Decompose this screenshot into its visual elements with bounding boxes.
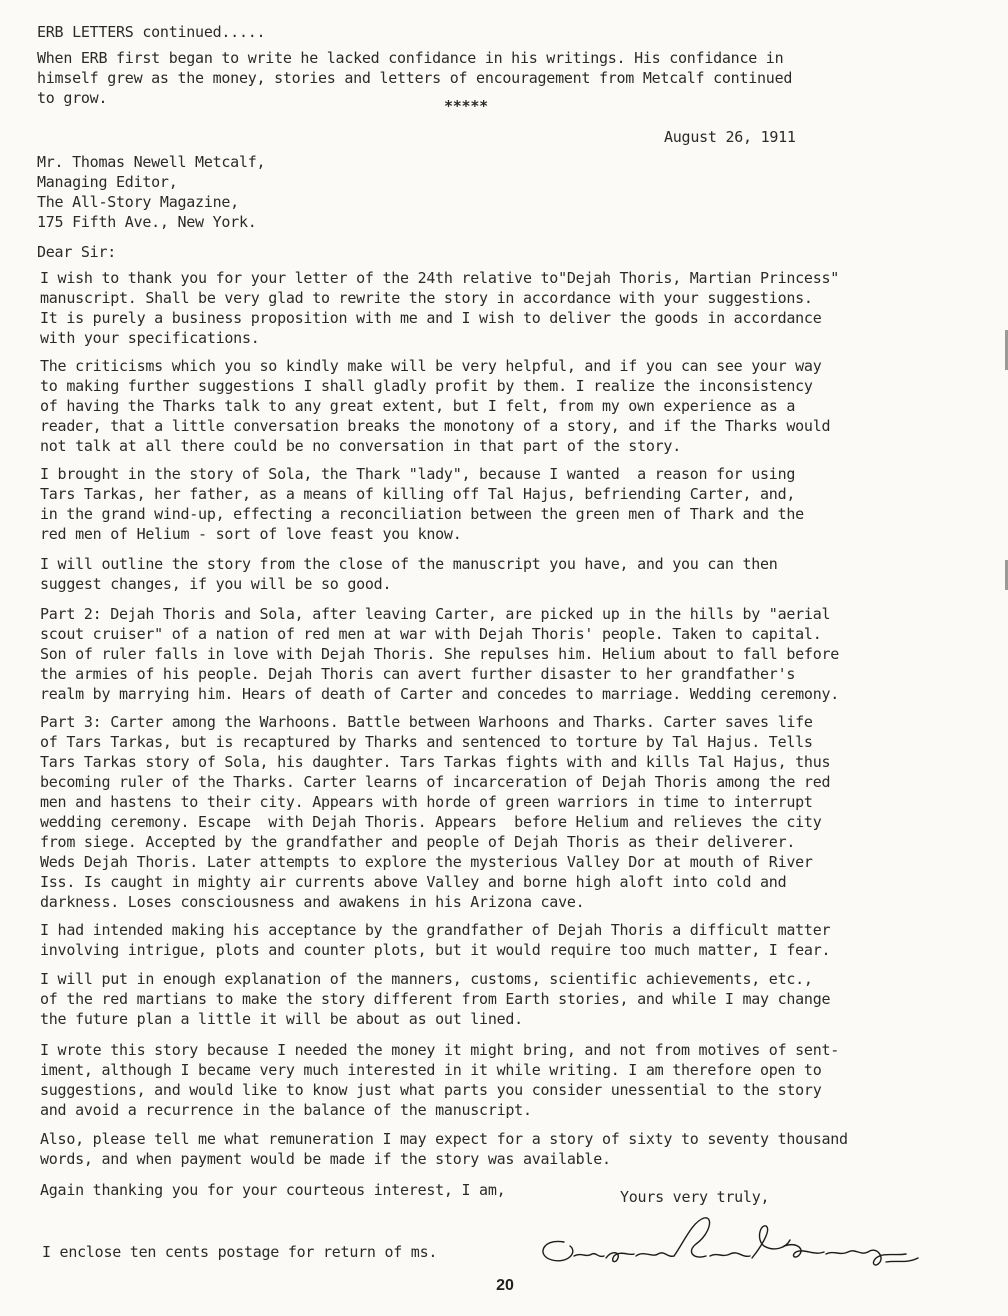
address-line: The All-Story Magazine, <box>37 193 239 211</box>
paragraph-line: suggestions, and would like to know just what parts you consider unessential to the story <box>40 1081 822 1099</box>
salutation: Dear Sir: <box>37 243 117 261</box>
paragraph-line: wedding ceremony. Escape with Dejah Thoris. Appears before Helium and relieves the city <box>40 813 822 831</box>
paragraph-line: I will outline the story from the close of the manuscript you have, and you can then <box>40 555 778 573</box>
letter-date: August 26, 1911 <box>664 128 796 146</box>
paragraph-line: reader, that a little conversation breaks the monotony of a story, and if the Tharks would <box>40 417 831 435</box>
running-title: ERB LETTERS continued..... <box>37 23 266 41</box>
paragraph-line: of Tars Tarkas, but is recaptured by Tharks and sentenced to torture by Tal Hajus. Tells <box>40 733 813 751</box>
paragraph-line: I brought in the story of Sola, the Thark "lady", because I wanted a reason for using <box>40 465 796 483</box>
paragraph-line: Son of ruler falls in love with Dejah Thoris. She repulses him. Helium about to fall before <box>40 645 840 663</box>
paragraph-line: I wish to thank you for your letter of the 24th relative to"Dejah Thoris, Martian Princess" <box>40 269 840 287</box>
paragraph-line: men and hastens to their city. Appears with horde of green warriors in time to interrupt <box>40 793 813 811</box>
paragraph-line: with your specifications. <box>40 329 260 347</box>
paragraph-line: Iss. Is caught in mighty air currents above Valley and borne high aloft into cold and <box>40 873 787 891</box>
paragraph-line: from siege. Accepted by the grandfather and people of Dejah Thoris as their deliverer. <box>40 833 796 851</box>
paragraph-line: The criticisms which you so kindly make will be very helpful, and if you can see your way <box>40 357 822 375</box>
paragraph-line: red men of Helium - sort of love feast you know. <box>40 525 462 543</box>
page-number: 20 <box>496 1277 514 1294</box>
postscript: I enclose ten cents postage for return of ms. <box>42 1243 438 1261</box>
paragraph-line: iment, although I became very much interested in it while writing. I am therefore open to <box>40 1061 822 1079</box>
paragraph-line: and avoid a recurrence in the balance of the manuscript. <box>40 1101 532 1119</box>
paragraph-line: scout cruiser" of a nation of red men at war with Dejah Thoris' people. Taken to capital. <box>40 625 822 643</box>
paragraph-line: in the grand wind-up, effecting a reconciliation between the green men of Thark and the <box>40 505 804 523</box>
paragraph-line: suggest changes, if you will be so good. <box>40 575 392 593</box>
paragraph-line: It is purely a business proposition with me and I wish to deliver the goods in accordance <box>40 309 822 327</box>
paragraph-line: of the red martians to make the story different from Earth stories, and while I may change <box>40 990 831 1008</box>
paragraph-line: Weds Dejah Thoris. Later attempts to explore the mysterious Valley Dor at mouth of River <box>40 853 813 871</box>
paragraph-line: Tars Tarkas, her father, as a means of killing off Tal Hajus, befriending Carter, and, <box>40 485 796 503</box>
paragraph-line: Part 3: Carter among the Warhoons. Battle between Warhoons and Tharks. Carter saves life <box>40 713 813 731</box>
paragraph-line: becoming ruler of the Tharks. Carter learns of incarceration of Dejah Thoris among the red <box>40 773 831 791</box>
paragraph-line: Part 2: Dejah Thoris and Sola, after leaving Carter, are picked up in the hills by "aerial <box>40 605 831 623</box>
paragraph-line: words, and when payment would be made if the story was available. <box>40 1150 611 1168</box>
valediction: Yours very truly, <box>620 1188 770 1206</box>
paragraph-line: manuscript. Shall be very glad to rewrite the story in accordance with your suggestions. <box>40 289 813 307</box>
intro-line: to grow. <box>37 89 108 107</box>
paragraph-line: Also, please tell me what remuneration I may expect for a story of sixty to seventy thousand <box>40 1130 848 1148</box>
closing-line: Again thanking you for your courteous interest, I am, <box>40 1181 506 1199</box>
paragraph-line: to making further suggestions I shall gladly profit by them. I realize the inconsistency <box>40 377 813 395</box>
paragraph-line: not talk at all there could be no conversation in that part of the story. <box>40 437 681 455</box>
section-separator: ***** <box>444 97 488 115</box>
address-line: 175 Fifth Ave., New York. <box>37 213 257 231</box>
paragraph-line: involving intrigue, plots and counter plots, but it would require too much matter, I fear. <box>40 941 831 959</box>
paragraph-line: of having the Tharks talk to any great extent, but I felt, from my own experience as a <box>40 397 796 415</box>
paragraph-line: I wrote this story because I needed the money it might bring, and not from motives of sent- <box>40 1041 840 1059</box>
handwritten-signature <box>534 1212 924 1276</box>
intro-line: When ERB first began to write he lacked confidance in his writings. His confidance in <box>37 49 784 67</box>
paragraph-line: the future plan a little it will be about as out lined. <box>40 1010 523 1028</box>
paragraph-line: realm by marrying him. Hears of death of Carter and concedes to marriage. Wedding ceremony. <box>40 685 840 703</box>
address-line: Mr. Thomas Newell Metcalf, <box>37 153 266 171</box>
intro-line: himself grew as the money, stories and letters of encouragement from Metcalf continued <box>37 69 793 87</box>
address-line: Managing Editor, <box>37 173 178 191</box>
paragraph-line: I had intended making his acceptance by the grandfather of Dejah Thoris a difficult matter <box>40 921 831 939</box>
paragraph-line: I will put in enough explanation of the manners, customs, scientific achievements, etc., <box>40 970 813 988</box>
paragraph-line: the armies of his people. Dejah Thoris can avert further disaster to her grandfather's <box>40 665 796 683</box>
paragraph-line: darkness. Loses consciousness and awakens in his Arizona cave. <box>40 893 585 911</box>
paragraph-line: Tars Tarkas story of Sola, his daughter. Tars Tarkas fights with and kills Tal Hajus, thus <box>40 753 831 771</box>
